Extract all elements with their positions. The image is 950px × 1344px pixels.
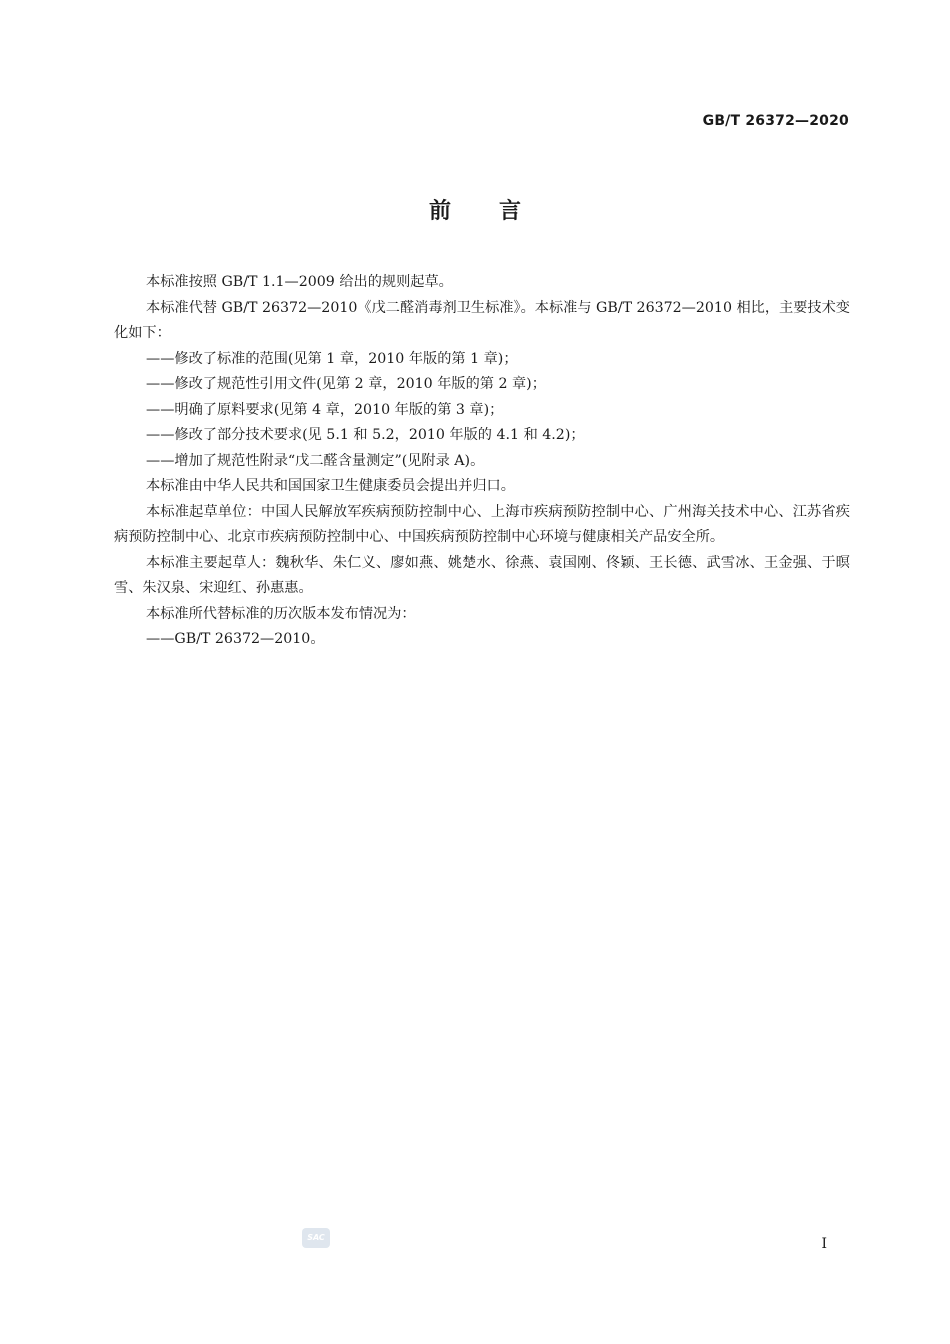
history-item: ——GB/T 26372—2010。 bbox=[146, 631, 325, 647]
paragraph-drafting-rules: 本标准按照 GB/T 1.1—2009 给出的规则起草。 bbox=[146, 274, 453, 290]
change-item-materials: ——明确了原料要求(见第 4 章，2010 年版的第 3 章)； bbox=[146, 401, 504, 418]
change-item-annex: ——增加了规范性附录“戊二醛含量测定”(见附录 A)。 bbox=[146, 452, 485, 469]
paragraph-drafting-units: 本标准起草单位：中国人民解放军疾病预防控制中心、上海市疾病预防控制中心、广州海关技术中心、江苏省疾病预防控制中心、北京市疾病预防控制中心、中国疾病预防控制中心环境与健康相关产品安全所。 bbox=[114, 503, 850, 545]
sac-logo-icon: SAC bbox=[302, 1228, 330, 1248]
page-number: I bbox=[821, 1236, 827, 1252]
page-title: 前言 bbox=[428, 199, 569, 224]
change-item-references: ——修改了规范性引用文件(见第 2 章，2010 年版的第 2 章)； bbox=[146, 376, 546, 392]
paragraph-replaces: 本标准代替 GB/T 26372—2010《戊二醛消毒剂卫生标准》。本标准与 GB/T 26372—2010 相比，主要技术变化如下： bbox=[114, 299, 850, 341]
paragraph-drafters: 本标准主要起草人：魏秋华、朱仁义、廖如燕、姚楚水、徐燕、袁国刚、佟颖、王长德、武雪冰、王金强、于暝雪、朱汉泉、宋迎红、孙惠惠。 bbox=[114, 554, 850, 596]
change-item-requirements: ——修改了部分技术要求(见 5.1 和 5.2，2010 年版的 4.1 和 4.2)； bbox=[146, 427, 585, 443]
paragraph-history: 本标准所代替标准的历次版本发布情况为： bbox=[146, 605, 416, 622]
foreword-body bbox=[114, 270, 850, 653]
paragraph-proposed-by: 本标准由中华人民共和国国家卫生健康委员会提出并归口。 bbox=[146, 478, 515, 494]
change-item-scope: ——修改了标准的范围(见第 1 章，2010 年版的第 1 章)； bbox=[146, 350, 518, 367]
standard-number: GB/T 26372—2020 bbox=[702, 113, 849, 129]
